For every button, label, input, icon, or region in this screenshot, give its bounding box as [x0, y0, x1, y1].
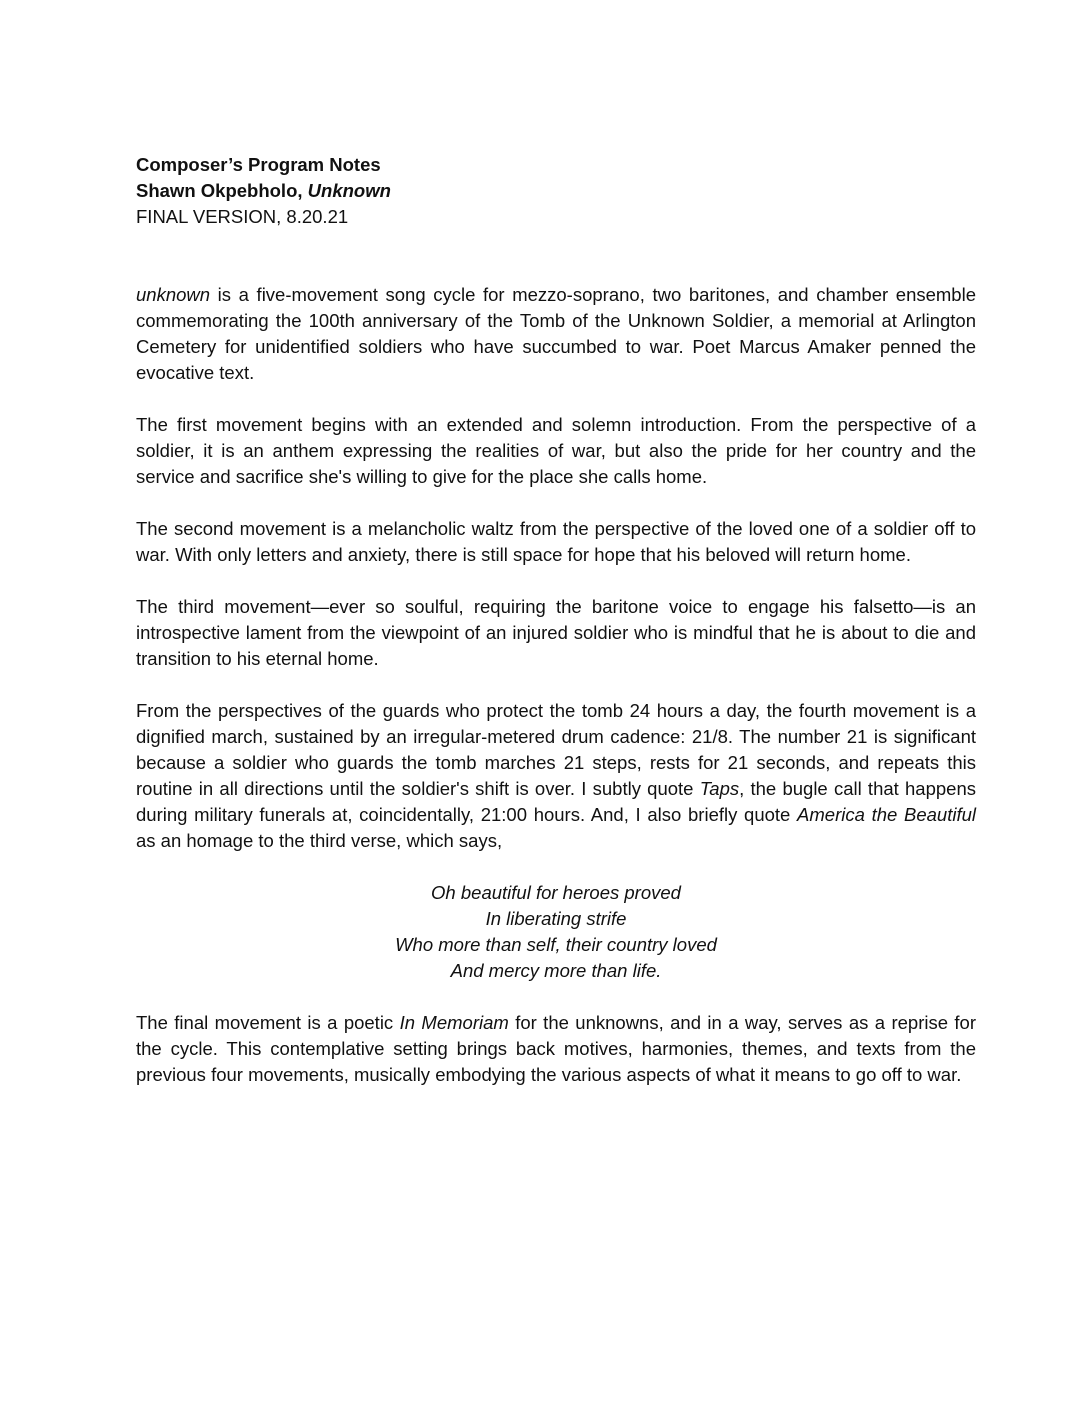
composer-name: Shawn Okpebholo,: [136, 180, 308, 201]
paragraph-first-movement: The first movement begins with an extended and solemn introduction. From the perspective of a soldier, it is an anthem expressing the realities of war, but also the pride for her country and the service and sacrifice she's willing to give for the place she calls home.: [136, 414, 976, 487]
paragraph-third-movement: The third movement—ever so soulful, requiring the baritone voice to engage his falsetto—is an introspective lament from the viewpoint of an injured soldier who is mindful that he is about to die and transition to his eternal home.: [136, 596, 976, 669]
paragraph-fourth-text-b: , the bugle call that happens during military funerals at, coincidentally, 21:00 hours. And, I also briefly quote: [136, 778, 977, 825]
poem-line: Oh beautiful for heroes proved: [431, 882, 681, 903]
paragraph-fourth-movement: [136, 698, 976, 854]
poem-quote: [136, 880, 976, 984]
paragraph-second-movement: The second movement is a melancholic waltz from the perspective of the loved one of a soldier off to war. With only letters and anxiety, there is still space for hope that his beloved will return home.: [136, 518, 976, 565]
work-title-inline: unknown: [136, 284, 211, 305]
america-title: America the Beautiful: [797, 804, 976, 825]
composer-line: [136, 178, 976, 204]
document-header: [136, 152, 976, 230]
paragraph-final-movement: [136, 1010, 976, 1088]
in-memoriam-title: In Memoriam: [399, 1012, 509, 1033]
paragraph-intro: [136, 282, 976, 386]
poem-line: And mercy more than life.: [450, 960, 662, 981]
work-title: Unknown: [307, 180, 391, 201]
document-title: Composer’s Program Notes: [136, 154, 381, 175]
taps-title: Taps: [699, 778, 740, 799]
poem-line: In liberating strife: [485, 908, 627, 929]
paragraph-fourth-text-c: as an homage to the third verse, which says,: [136, 830, 503, 851]
version-line: FINAL VERSION, 8.20.21: [136, 206, 349, 227]
poem-line: Who more than self, their country loved: [395, 934, 717, 955]
paragraph-fourth-text-a: From the perspectives of the guards who protect the tomb 24 hours a day, the fourth movement is a dignified march, sustained by an irregular-metered drum cadence: 21/8. The number 21 is significant because a soldier who guards the tomb marches 21 steps, rests for 21 seconds, and repeats this routine in all directions until the soldier's shift is over. I subtly quote: [136, 700, 976, 799]
document-page: [136, 152, 976, 1114]
paragraph-final-text-a: The final movement is a poetic: [136, 1012, 400, 1033]
paragraph-intro-text: is a five-movement song cycle for mezzo-soprano, two baritones, and chamber ensemble commemorating the 100th anniversary of the Tomb of the Unknown Soldier, a memorial at Arlington Cemetery for unidentified soldiers who have succumbed to war. Poet Marcus Amaker penned the evocative text.: [136, 284, 976, 383]
paragraph-final-text-b: for the unknowns, and in a way, serves as a reprise for the cycle. This contemplative setting brings back motives, harmonies, themes, and texts from the previous four movements, musically embodying the various aspects of what it means to go off to war.: [136, 1012, 976, 1085]
